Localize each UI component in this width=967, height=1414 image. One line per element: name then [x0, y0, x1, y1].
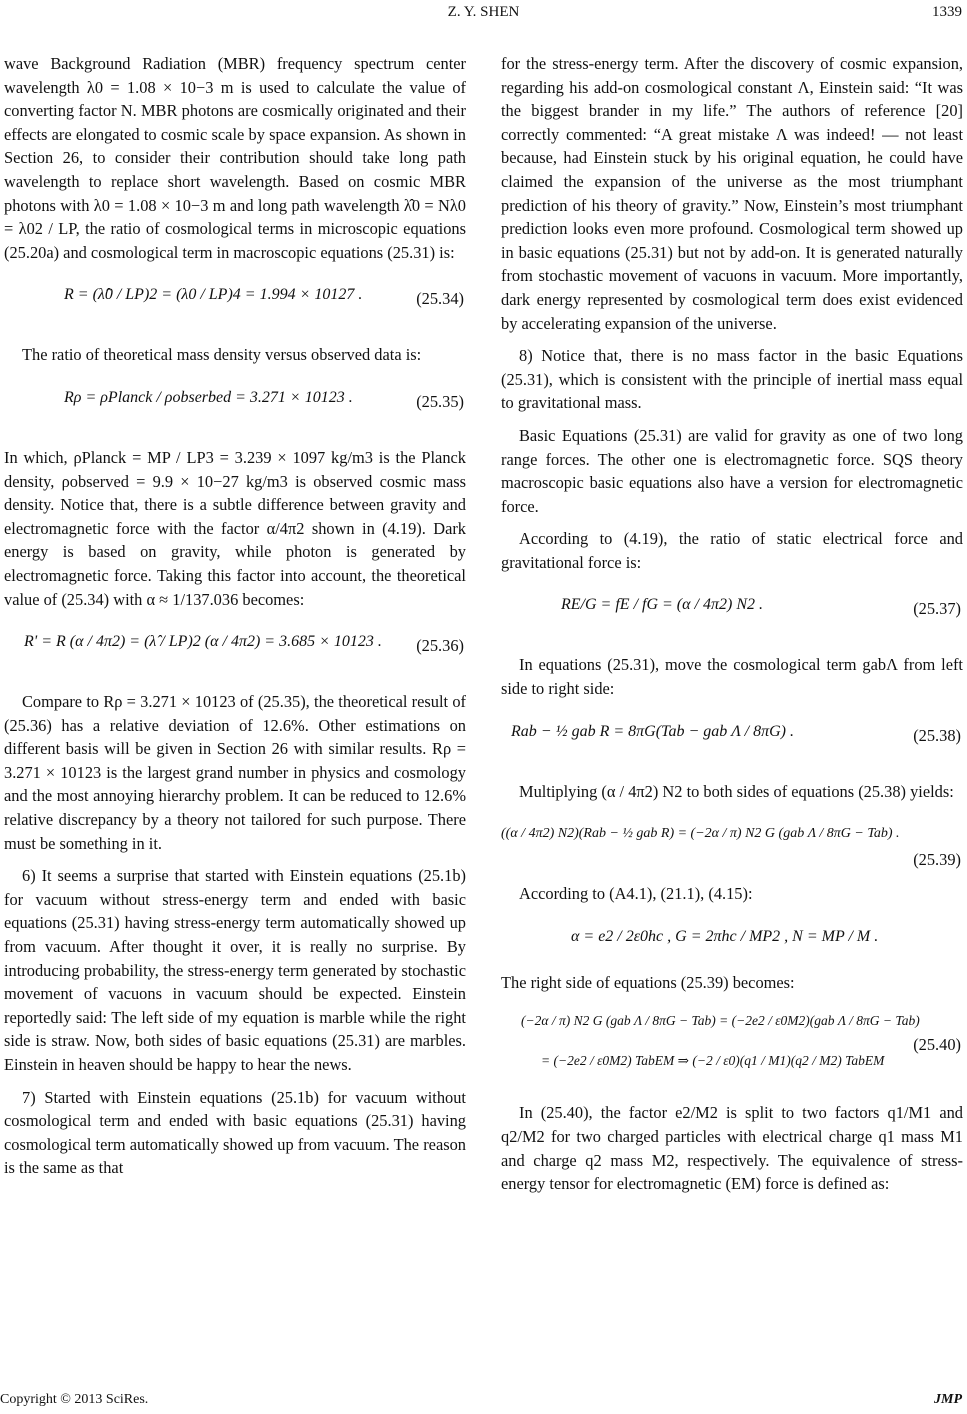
- equation-number: (25.37): [913, 599, 961, 619]
- copyright: Copyright © 2013 SciRes.: [0, 1392, 149, 1407]
- equation-body: RE/G = fE / fG = (α / 4π2) N2 .: [561, 596, 763, 614]
- equation-25-36: [4, 620, 466, 678]
- paragraph: 8) Notice that, there is no mass factor in the basic Equations (25.31), which is consistent with the principle of inertial mass equal to gravitational mass.: [501, 346, 963, 413]
- equation-25-37: [501, 583, 963, 641]
- equation-number: (25.38): [913, 725, 961, 745]
- equation-number: (25.39): [913, 850, 961, 870]
- page-number: 1339: [932, 4, 962, 20]
- paragraph: wave Background Radiation (MBR) frequency spectrum center wavelength λ0 = 1.08 × 10−3 m is used to calculate the value of converting factor N. MBR photons are cosmically originated and their effects are elongated to cosmic scale by space expansion. As shown in Section 26, to consider their contribution should take long path wavelength to replace short wavelength. Based on cosmic MBR photons with λ0 = 1.08 × 10−3 m and long path wavelength λ̂0 = Nλ0 = λ02 / LP, the ratio of cosmological terms in microscopic equations (25.20a) and cosmological term in macroscopic equations (25.31) is:: [4, 54, 466, 262]
- paragraph: In equations (25.31), move the cosmological term gabΛ from left side to right side:: [501, 655, 963, 699]
- paragraph: for the stress-energy term. After the discovery of cosmic expansion, regarding his add-on cosmological constant Λ, Einstein said: “It was the biggest brander in my life.” The authors of reference [20] correctly commented: “A great mistake Λ was indeed! — not least because, had Einstein stuck by his original equation, he could have claimed the expansion of the universe as the most triumphant prediction of his theory of gravity.” Now, Einstein’s most triumphant prediction looks even more profound. Cosmological term showed up in basic equations (25.31) but not by add-on. It is generated naturally from stochastic movement of vacuons in vacuum. More importantly, dark energy represented by cosmological term does exist evidenced by accelerating expansion of the universe.: [501, 54, 963, 333]
- equation-body: Rρ = ρPlanck / ρobserbed = 3.271 × 10123 .: [64, 388, 353, 406]
- equation-body: R' = R (α / 4π2) = (λ̂ / LP)2 (α / 4π2) = 3.685 × 10123 .: [24, 633, 382, 651]
- equation-body: Rab − ½ gab R = 8πG(Tab − gab Λ / 8πG) .: [511, 722, 794, 740]
- equation-25-39: [501, 812, 963, 870]
- equation-body: (−2α / π) N2 G (gab Λ / 8πG − Tab) = (−2e2 / ε0M2)(gab Λ / 8πG − Tab): [521, 1013, 920, 1029]
- right-column: [501, 52, 963, 1205]
- equation-number: (25.36): [416, 636, 464, 656]
- equation-25-35: [4, 376, 466, 434]
- equation-25-38: [501, 710, 963, 768]
- equation-25-40: [501, 1003, 963, 1089]
- paragraph: 7) Started with Einstein equations (25.1b) for vacuum without cosmological term and ended with basic equations (25.31) having cosmological term automatically showed up from vacuum. The reason is the same as that: [4, 1087, 466, 1178]
- equation-body: R = (λ̂0 / LP)2 = (λ0 / LP)4 = 1.994 × 10127 .: [64, 286, 363, 304]
- equation-body: = (−2e2 / ε0M2) TabEM ⇒ (−2 / ε0)(q1 / M1)(q2 / M2) TabEM: [541, 1053, 885, 1069]
- paragraph: 6) It seems a surprise that started with Einstein equations (25.1b) for vacuum without stress-energy term and ended with basic equations (25.31) having stress-energy term automatically showed up from vacuum. After thought it over, it is really no surprise. By introducing probability, the stress-energy term generated by stochastic movement of vacuons in vacuum should be expected. Einstein reportedly said: The left side of my equation is marble while the right side is straw. Now, both sides of basic equations (25.31) are marbles. Einstein in heaven should be happy to hear the news.: [4, 866, 466, 1074]
- paragraph: The right side of equations (25.39) becomes:: [501, 972, 795, 992]
- paragraph: Basic Equations (25.31) are valid for gravity as one of two long range forces. The other one is electromagnetic force. SQS theory macroscopic basic equations also have a version for electromagnetic force.: [501, 425, 963, 516]
- equation-number: (25.40): [913, 1035, 961, 1055]
- paragraph: In which, ρPlanck = MP / LP3 = 3.239 × 1097 kg/m3 is the Planck density, ρobserved = 9.9 × 10−27 kg/m3 is observed cosmic mass density. Notice that, there is a subtle difference between gravity and electromagnetic force with the factor α/4π2 shown in (4.19). Dark energy is based on gravity, while photon is generated by electromagnetic force. Taking this factor into account, the theoretical value of (25.34) with α ≈ 1/137.036 becomes:: [4, 447, 466, 609]
- equation-body: α = e2 / 2ε0hc , G = 2πhc / MP2 , N = MP / M .: [571, 927, 879, 945]
- page-header: [0, 2, 967, 24]
- equation-number: (25.35): [416, 391, 464, 411]
- paragraph: In (25.40), the factor e2/M2 is split to two factors q1/M1 and q2/M2 for two charged particles with electrical charge q1 mass M1 and charge q2 mass M2, respectively. The equivalence of stress-energy tensor for electromagnetic (EM) force is defined as:: [501, 1103, 963, 1194]
- paragraph: Multiplying (α / 4π2) N2 to both sides of equations (25.38) yields:: [519, 781, 954, 801]
- left-column: [4, 52, 466, 1189]
- paragraph: According to (A4.1), (21.1), (4.15):: [519, 884, 753, 904]
- paragraph: The ratio of theoretical mass density versus observed data is:: [22, 345, 422, 365]
- equation-25-34: [4, 273, 466, 331]
- running-title: Z. Y. SHEN: [447, 4, 520, 20]
- equation-constants: [501, 915, 963, 959]
- equation-body: ((α / 4π2) N2)(Rab − ½ gab R) = (−2α / π) N2 G (gab Λ / 8πG − Tab) .: [501, 826, 900, 842]
- paragraph: Compare to Rρ = 3.271 × 10123 of (25.35), the theoretical result of (25.36) has a relative deviation of 12.6%. Other estimations on different basis will be given in Section 26 with similar results. Rρ = 3.271 × 10123 is the largest grand number in physics and cosmology and the most annoying hierarchy problem. It can be reduced to 12.6% relative discrepancy by a theory not tailored for such purpose. There must be something in it.: [4, 692, 466, 853]
- journal-abbrev: JMP: [934, 1392, 962, 1407]
- equation-number: (25.34): [416, 289, 464, 309]
- paragraph: According to (4.19), the ratio of static electrical force and gravitational force is:: [501, 529, 963, 572]
